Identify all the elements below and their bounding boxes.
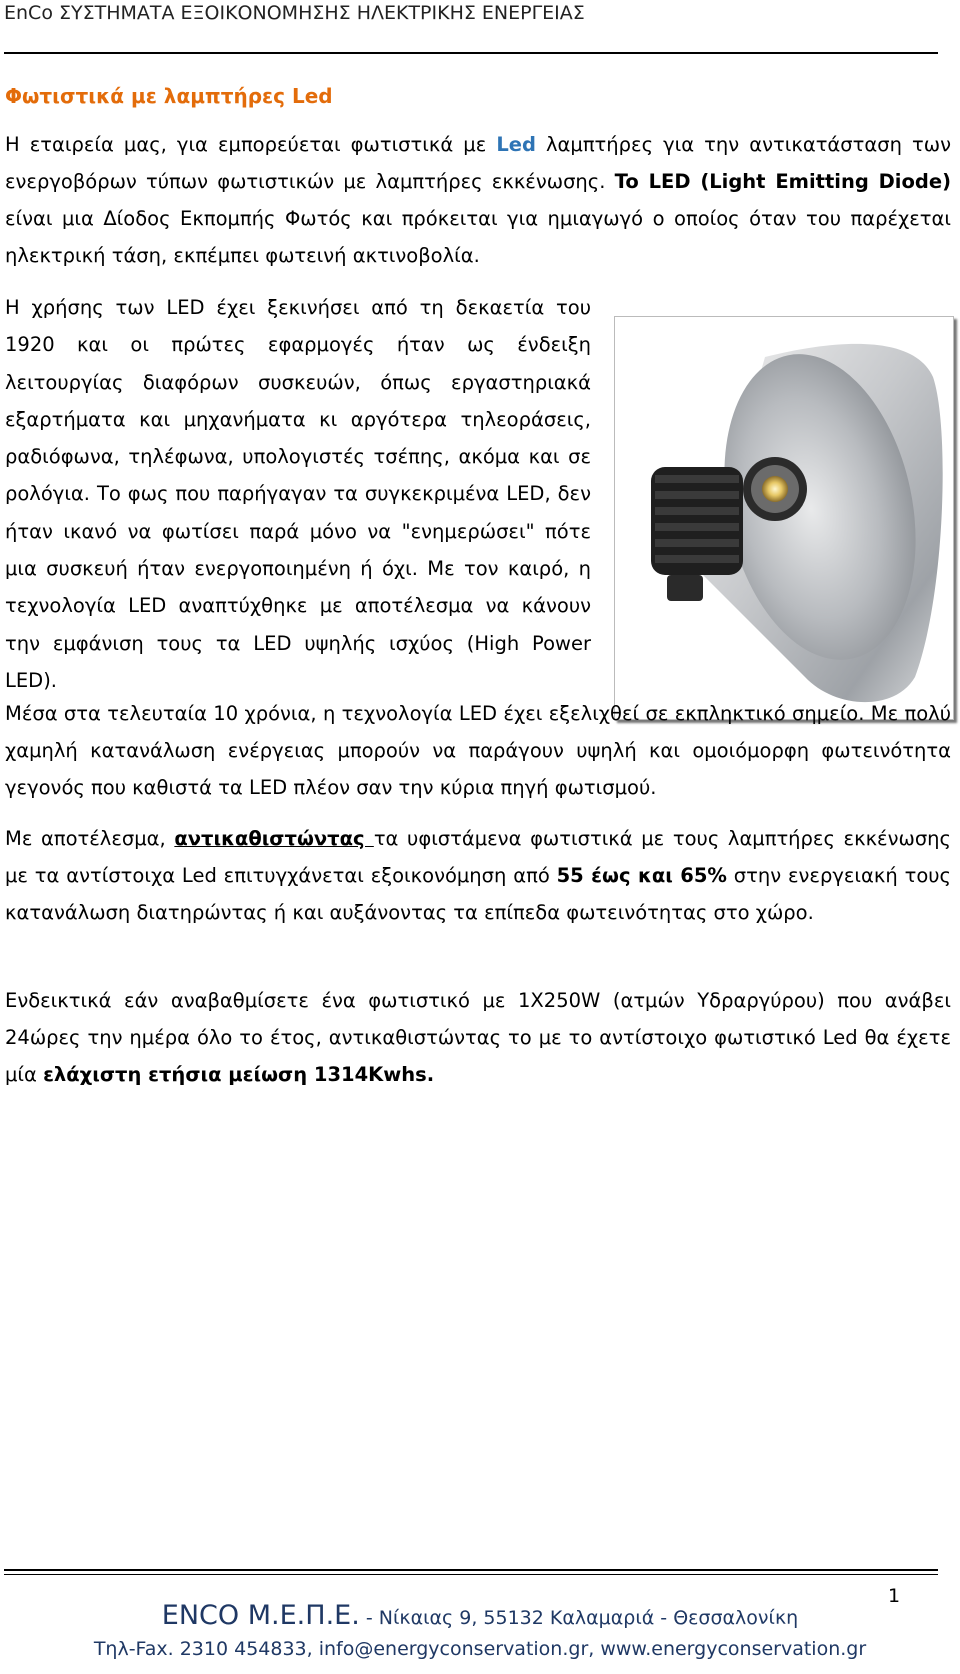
savings-paragraph: Με αποτέλεσμα, αντικαθιστώντας τα υφιστάμενα φωτιστικά με τους λαμπτήρες εκκένωσης με τα αντίστοιχα Led επιτυγχάνεται εξοικονόμηση από 55 έως και 65% στην ενεργειακή τους κατανάλωση διατηρώντας ή και αυξάνοντας τα επίπεδα φωτεινότητας στο χώρο. (5, 827, 951, 924)
header-rule (4, 52, 938, 54)
company-address: - Νίκαιας 9, 55132 Καλαμαριά - Θεσσαλονίκη (359, 1607, 799, 1629)
footer-rule-thin (4, 1574, 938, 1575)
footer-rule (4, 1569, 938, 1571)
led-lamp-photo (614, 316, 954, 720)
led-highlight: Led (496, 133, 536, 156)
company-name: ENCO Μ.Ε.Π.Ε. (161, 1600, 360, 1631)
led-definition: To LED (Light Emitting Diode) (614, 170, 951, 193)
footer-contact: Τηλ-Fax. 2310 454833, info@energyconservation.gr, www.energyconservation.gr (93, 1638, 867, 1660)
replacing-emphasis: αντικαθιστώντας (174, 827, 374, 850)
technology-paragraph: Μέσα στα τελευταία 10 χρόνια, η τεχνολογία LED έχει εξελιχθεί σε εκπληκτικό σημείο. Με πολύ χαμηλή κατανάλωση ενέργειας μπορούν να παράγουν υψηλή και ομοιόμορφη φωτεινότητα γεγονός που καθιστά τα LED πλέον σαν την κύρια πηγή φωτισμού. (5, 702, 951, 799)
example-paragraph: Ενδεικτικά εάν αναβαθμίσετε ένα φωτιστικό με 1Χ250W (ατμών Υδραργύρου) που ανάβει 24ώρες την ημέρα όλο το έτος, αντικαθιστώντας το με το αντίστοιχο φωτιστικό Led θα έχετε μία ελάχιστη ετήσια μείωση 1314Kwhs. (5, 989, 951, 1086)
footer-company-line (0, 1600, 960, 1631)
history-paragraph: Η χρήσης των LED έχει ξεκινήσει από τη δεκαετία του 1920 και οι πρώτες εφαρμογές ήταν ως ένδειξη λειτουργίας διαφόρων συσκευών, όπως εργαστηριακά εξαρτήματα και μηχανήματα κι αργότερα τηλεοράσεις, ραδιόφωνα, τηλέφωνα, υπολογιστές τσέπης, ακόμα και σε ρολόγια. Το φως που παρήγαγαν τα συγκεκριμένα LED, δεν ήταν ικανό να φωτίσει παρά μόνο να "ενημερώσει" πότε μια συσκευή ήταν ενεργοποιημένη ή όχι. Με τον καιρό, η τεχνολογία LED αναπτύχθηκε με αποτέλεσμα να κάνουν την εμφάνιση τους τα LED υψηλής ισχύος (High Power LED). (5, 296, 591, 692)
led-chip (762, 476, 788, 502)
page-number: 1 (888, 1585, 901, 1607)
intro-paragraph: Η εταιρεία μας, για εμπορεύεται φωτιστικά με Led λαμπτήρες για την αντικατάσταση των ενεργοβόρων τύπων φωτιστικών με λαμπτήρες εκκένωσης. To LED (Light Emitting Diode) είναι μια Δίοδος Εκπομπής Φωτός και πρόκειται για ημιαγωγό ο οποίος όταν του παρέχεται ηλεκτρική τάση, εκπέμπει φωτεινή ακτινοβολία. (5, 133, 952, 267)
page-header: EnCo ΣΥΣΤΗΜΑΤΑ ΕΞΟΙΚΟΝΟΜΗΣΗΣ ΗΛΕΚΤΡΙΚΗΣ ΕΝΕΡΓΕΙΑΣ (4, 2, 585, 24)
annual-reduction: ελάχιστη ετήσια μείωση 1314Kwhs. (43, 1063, 435, 1086)
section-title: Φωτιστικά με λαμπτήρες Led (5, 84, 333, 108)
savings-percentage: 55 έως και 65% (556, 864, 727, 887)
